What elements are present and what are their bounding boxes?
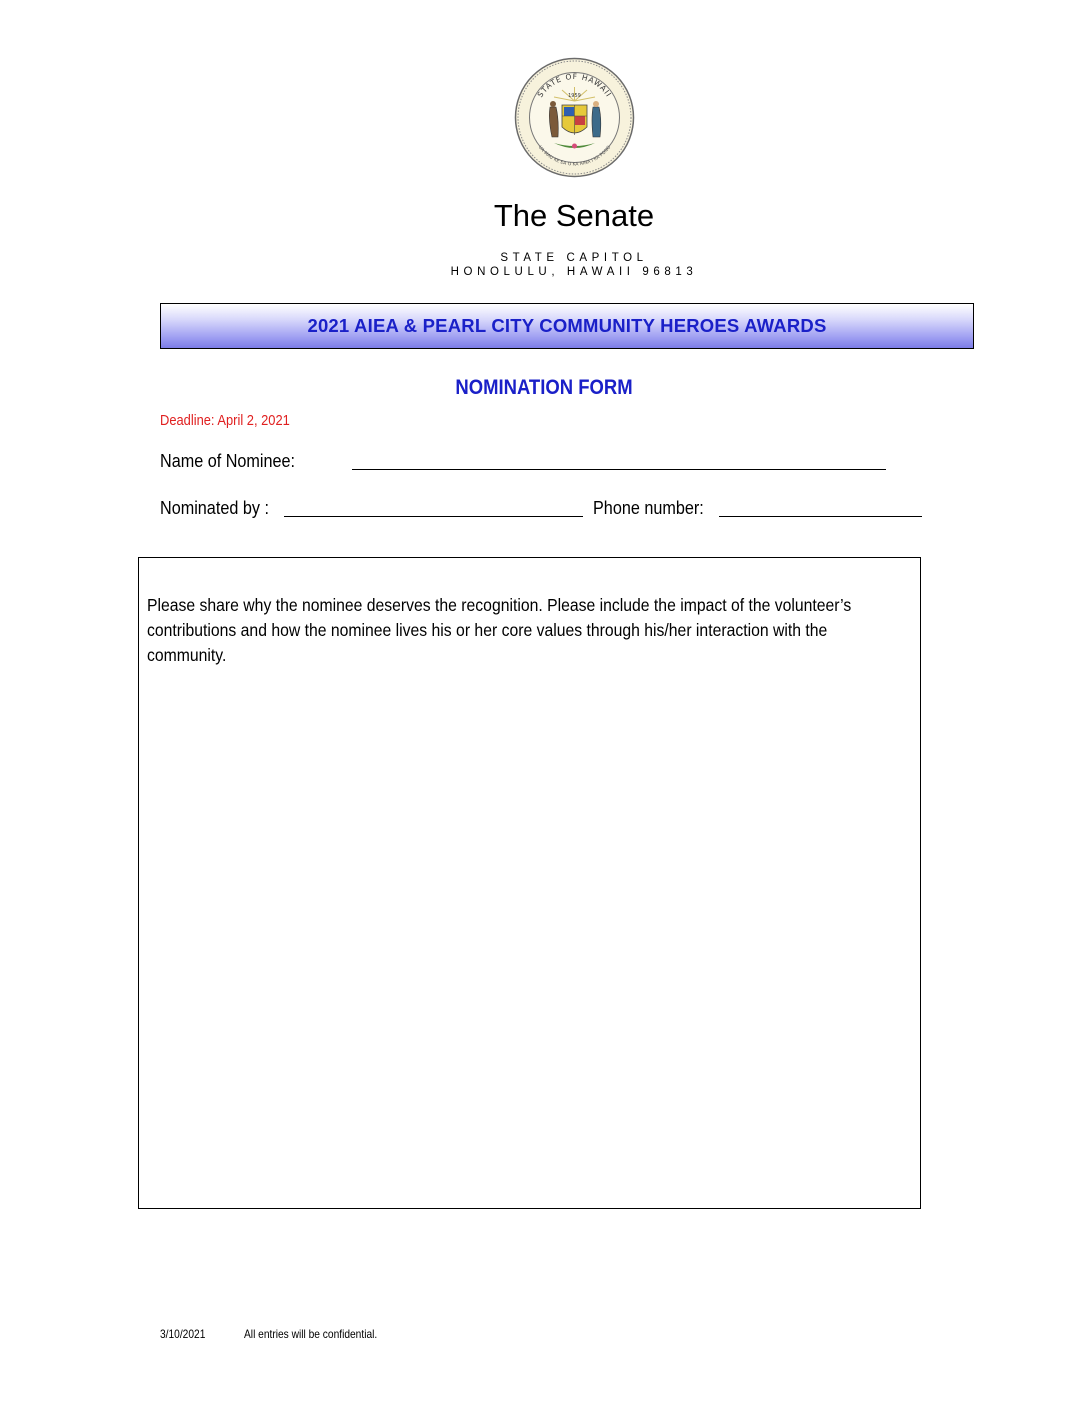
state-seal-icon: [514, 57, 635, 178]
nomination-prompt: Please share why the nominee deserves the recognition. Please include the impact of the volunteer’s contributions and how the nominee lives his or her core values through his/her interaction with the community.: [147, 595, 852, 665]
seal-year: 1959: [568, 93, 581, 99]
award-banner-text: 2021 AIEA & PEARL CITY COMMUNITY HEROES AWARDS: [307, 315, 827, 336]
seal-text-top: STATE OF HAWAII: [535, 71, 614, 99]
award-banner: [160, 303, 974, 349]
phone-number-label: Phone number:: [593, 498, 704, 518]
page-title: The Senate: [493, 198, 655, 233]
phone-number-field[interactable]: [719, 516, 922, 517]
footer-confidential-note: All entries will be confidential.: [244, 1327, 378, 1341]
footer-date: 3/10/2021: [160, 1327, 206, 1341]
nominated-by-field[interactable]: [284, 516, 583, 517]
address-line-1: STATE CAPITOL: [500, 252, 648, 264]
nominee-label: Name of Nominee:: [160, 451, 296, 471]
nominee-name-field[interactable]: [352, 469, 886, 470]
form-title: NOMINATION FORM: [455, 376, 633, 399]
nomination-response-box[interactable]: [138, 557, 921, 1209]
seal-motto: UA MAU KE EA O KA AINA I KA PONO: [536, 145, 613, 168]
nominated-by-label: Nominated by :: [160, 498, 269, 518]
deadline-text: Deadline: April 2, 2021: [160, 412, 290, 429]
state-seal-logo: [514, 57, 635, 178]
address-line-2: HONOLULU, HAWAII 96813: [450, 266, 698, 278]
